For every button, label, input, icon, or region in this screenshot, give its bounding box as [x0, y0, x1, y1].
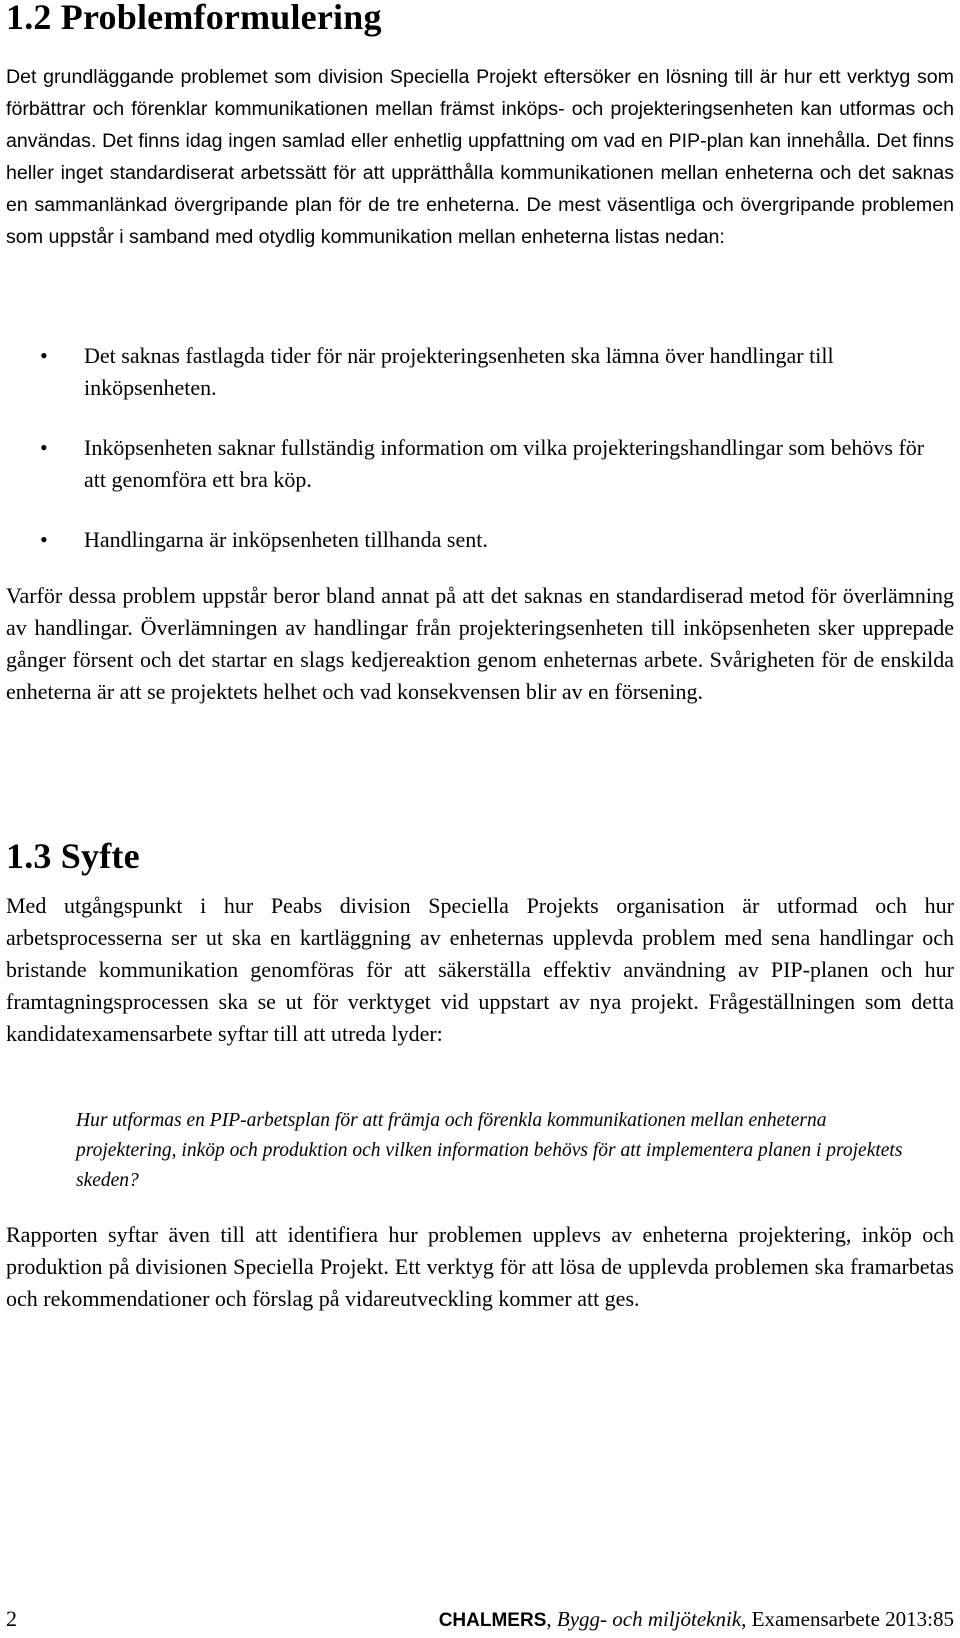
footer-brand: CHALMERS: [438, 1610, 547, 1631]
footer-citation: [439, 1604, 954, 1636]
list-item-text: Handlingarna är inköpsenheten tillhanda sent.: [84, 527, 488, 552]
bullet-icon: •: [40, 435, 48, 460]
footer-separator: ,: [546, 1607, 557, 1631]
section-heading-problemformulering: 1.2 Problemformulering: [6, 0, 382, 37]
problem-intro-paragraph: Det grundläggande problemet som division Speciella Projekt eftersöker en lösning till är hur ett verktyg som förbättrar och förenklar kommunikationen mellan främst inköps- och projekteringsenheten kan utformas och användas. Det finns idag ingen samlad eller enhetlig uppfattning om vad en PIP-plan kan innehålla. Det finns heller inget standardiserat arbetssätt för att upprätthålla kommunikationen mellan enheterna och det saknas en sammanlänkad övergripande plan för de tre enheterna. De mest väsentliga och övergripande problemen som uppstår i samband med otydlig kommunikation mellan enheterna listas nedan:: [6, 66, 954, 248]
purpose-closing-paragraph: Rapporten syftar även till att identifiera hur problemen upplevs av enheterna projektering, inköp och produktion på divisionen Speciella Projekt. Ett verktyg för att lösa de upplevda problemen ska framarbetas och rekommendationer och förslag på vidareutveckling kommer att ges.: [6, 1222, 954, 1311]
section-heading-syfte: 1.3 Syfte: [6, 836, 140, 876]
problem-conclusion-paragraph: Varför dessa problem uppstår beror bland annat på att det saknas en standardiserad metod för överlämning av handlingar. Överlämningen av handlingar från projekteringsenheten till inköpsenheten sker upprepade gånger försent och det startar en slags kedjereaktion genom enheternas arbete. Svårigheten för de enskilda enheterna är att se projektets helhet och vad konsekvensen blir av en försening.: [6, 583, 954, 704]
bullet-icon: •: [40, 343, 48, 368]
list-item-text: Inköpsenheten saknar fullständig information om vilka projekteringshandlingar som behövs för att genomföra ett bra köp.: [84, 435, 925, 492]
footer-department: Bygg- och miljöteknik: [556, 1607, 742, 1631]
purpose-intro-paragraph: Med utgångspunkt i hur Peabs division Speciella Projekts organisation är utformad och hur arbetsprocesserna ser ut ska en kartläggning av enheternas upplevda problem med sena handlingar och bristande kommunikation genomföras för att säkerställa effektiv användning av PIP-planen och hur framtagningsprocessen ska se ut för verktyget vid uppstart av nya projekt. Frågeställningen som detta kandidatexamensarbete syftar till att utreda lyder:: [6, 893, 954, 1046]
page-number: 2: [6, 1606, 17, 1631]
page-footer: [0, 1600, 960, 1638]
research-question: Hur utformas en PIP-arbetsplan för att främja och förenkla kommunikationen mellan enheterna projektering, inköp och produktion och vilken information behövs för att implementera planen i projektets skeden?: [76, 1110, 903, 1191]
footer-suffix: , Examensarbete 2013:85: [741, 1607, 954, 1631]
bullet-icon: •: [40, 527, 48, 552]
list-item-text: Det saknas fastlagda tider för när projekteringsenheten ska lämna över handlingar till inköpsenheten.: [84, 343, 834, 400]
